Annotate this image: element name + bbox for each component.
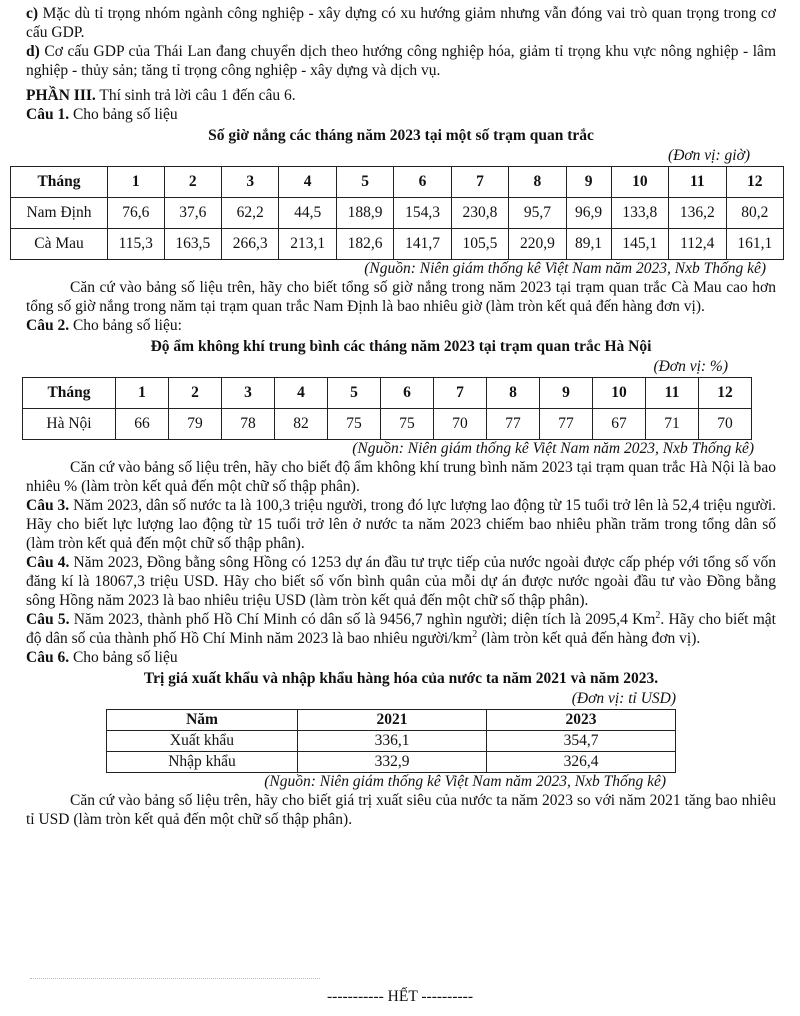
q6-table-title: Trị giá xuất khẩu và nhập khẩu hàng hóa của nước ta năm 2021 và năm 2023. <box>143 670 659 687</box>
q6-header-year-label: Năm <box>107 710 298 731</box>
q2-month: 1 <box>116 378 169 409</box>
q2-intro <box>26 316 776 335</box>
cell: 76,6 <box>108 198 165 229</box>
cell: 67 <box>593 409 646 440</box>
cell: 115,3 <box>108 229 165 260</box>
q1-label: Câu 1. <box>26 106 70 123</box>
q1-header-row <box>11 167 784 198</box>
q2-source: (Nguồn: Niên giám thống kê Việt Nam năm 2023, Nxb Thống kê) <box>352 440 754 457</box>
cell: 44,5 <box>279 198 336 229</box>
q2-header-label: Tháng <box>23 378 116 409</box>
cell: 145,1 <box>611 229 668 260</box>
q1-month: 1 <box>108 167 165 198</box>
cell: 163,5 <box>164 229 221 260</box>
cell: 82 <box>275 409 328 440</box>
cell: 96,9 <box>566 198 611 229</box>
q6-intro-text: Cho bảng số liệu <box>72 649 178 666</box>
cell: 188,9 <box>336 198 393 229</box>
q2-month: 8 <box>487 378 540 409</box>
q2-month: 10 <box>593 378 646 409</box>
item-d-label: d) <box>26 43 40 60</box>
cell: 133,8 <box>611 198 668 229</box>
q1-month: 6 <box>394 167 451 198</box>
cell: 77 <box>540 409 593 440</box>
row-label: Nam Định <box>11 198 108 229</box>
q6-header-2021: 2021 <box>298 710 487 731</box>
q1-header-label: Tháng <box>11 167 108 198</box>
cell: 182,6 <box>336 229 393 260</box>
table-row <box>107 731 676 752</box>
q4-text: Năm 2023, Đồng bằng sông Hồng có 1253 dự án đầu tư trực tiếp của nước ngoài được cấp phép với tổng số vốn đăng kí là 18067,3 triệu USD. Hãy cho biết số vốn bình quân của mỗi dự án được nước ngoài đầu tư vào Đồng bằng sông Hồng năm 2023 là bao nhiêu triệu USD (làm tròn kết quả đến một chữ số thập phân). <box>26 554 776 609</box>
q1-intro-text: Cho bảng số liệu <box>72 106 178 123</box>
q3-text: Năm 2023, dân số nước ta là 100,3 triệu người, trong đó lực lượng lao động từ 15 tuổi trở lên là 52,4 triệu người. Hãy cho biết lực lượng lao động từ 15 tuổi trở lên ở nước ta năm 2023 chiếm bao nhiêu phần trăm trong tổng dân số (làm tròn kết quả đến một chữ số thập phân). <box>26 497 777 552</box>
q5 <box>26 610 776 648</box>
q4-label: Câu 4. <box>26 554 70 571</box>
q4 <box>26 553 776 610</box>
q2-month: 4 <box>275 378 328 409</box>
q1-table <box>10 166 784 260</box>
cell: 37,6 <box>164 198 221 229</box>
table-row <box>11 198 784 229</box>
cell: 326,4 <box>487 752 676 773</box>
exam-page <box>26 4 776 829</box>
q2-month: 12 <box>699 378 752 409</box>
end-marker: ----------- HẾT ---------- <box>327 988 473 1005</box>
q2-month: 3 <box>222 378 275 409</box>
cell: 136,2 <box>669 198 726 229</box>
cell: 75 <box>381 409 434 440</box>
q6-question: Căn cứ vào bảng số liệu trên, hãy cho biết giá trị xuất siêu của nước ta năm 2023 so với năm 2021 tăng bao nhiêu tỉ USD (làm tròn kết quả đến một chữ số thập phân). <box>26 792 776 828</box>
q1-source: (Nguồn: Niên giám thống kê Việt Nam năm 2023, Nxb Thống kê) <box>364 260 766 277</box>
item-c <box>26 4 776 42</box>
cell: 62,2 <box>221 198 278 229</box>
item-c-label: c) <box>26 5 39 22</box>
q5-text-b: . Hãy cho biết mật độ dân số của thành phố Hồ Chí Minh năm 2023 là bao nhiêu người/km <box>26 611 776 647</box>
q1-month: 5 <box>336 167 393 198</box>
cell: 354,7 <box>487 731 676 752</box>
q2-month: 7 <box>434 378 487 409</box>
part3-heading <box>26 86 776 105</box>
cell: 105,5 <box>451 229 508 260</box>
divider <box>30 978 320 979</box>
cell: 266,3 <box>221 229 278 260</box>
cell: 70 <box>699 409 752 440</box>
cell: 220,9 <box>509 229 566 260</box>
q1-month: 12 <box>726 167 784 198</box>
cell: 77 <box>487 409 540 440</box>
cell: 66 <box>116 409 169 440</box>
q2-month: 11 <box>646 378 699 409</box>
row-label: Nhập khẩu <box>107 752 298 773</box>
q2-month: 6 <box>381 378 434 409</box>
row-label: Hà Nội <box>23 409 116 440</box>
item-d <box>26 42 776 80</box>
q5-sup-a: 2 <box>655 609 661 621</box>
q5-text-a: Năm 2023, thành phố Hồ Chí Minh có dân số là 9456,7 nghìn người; diện tích là 2095,4 Km <box>73 611 656 628</box>
cell: 79 <box>169 409 222 440</box>
q1-month: 7 <box>451 167 508 198</box>
q1-month: 2 <box>164 167 221 198</box>
q5-text-c: (làm tròn kết quả đến hàng đơn vị). <box>477 630 701 647</box>
q1-month: 4 <box>279 167 336 198</box>
q1-month: 8 <box>509 167 566 198</box>
q1-month: 9 <box>566 167 611 198</box>
q1-month: 10 <box>611 167 668 198</box>
q2-question: Căn cứ vào bảng số liệu trên, hãy cho biết độ ẩm không khí trung bình năm 2023 tại trạm quan trắc Hà Nội là bao nhiêu % (làm tròn kết quả đến một chữ số thập phân). <box>26 459 776 495</box>
item-c-text: Mặc dù tỉ trọng nhóm ngành công nghiệp - xây dựng có xu hướng giảm nhưng vẫn đóng vai trò quan trọng trong cơ cấu GDP. <box>26 5 776 41</box>
cell: 332,9 <box>298 752 487 773</box>
q2-month: 5 <box>328 378 381 409</box>
q1-month: 3 <box>221 167 278 198</box>
cell: 80,2 <box>726 198 784 229</box>
part3-text: Thí sinh trả lời câu 1 đến câu 6. <box>99 87 296 104</box>
q1-table-title: Số giờ nắng các tháng năm 2023 tại một số trạm quan trắc <box>208 127 594 144</box>
cell: 89,1 <box>566 229 611 260</box>
q2-unit: (Đơn vị: %) <box>653 358 728 375</box>
q1-question: Căn cứ vào bảng số liệu trên, hãy cho biết tổng số giờ nắng trong năm 2023 tại trạm quan trắc Cà Mau cao hơn tổng số giờ nắng trong năm tại trạm quan trắc Nam Định là bao nhiêu giờ (làm tròn kết quả đến hàng đơn vị). <box>26 279 776 315</box>
q5-label: Câu 5. <box>26 611 70 628</box>
q6-header-2023: 2023 <box>487 710 676 731</box>
cell: 230,8 <box>451 198 508 229</box>
q2-header-row <box>23 378 752 409</box>
cell: 154,3 <box>394 198 451 229</box>
q1-unit: (Đơn vị: giờ) <box>668 147 750 164</box>
q6-label: Câu 6. <box>26 649 70 666</box>
q2-intro-text: Cho bảng số liệu: <box>72 317 182 334</box>
q3 <box>26 496 776 553</box>
cell: 112,4 <box>669 229 726 260</box>
q2-table-title: Độ ẩm không khí trung bình các tháng năm 2023 tại trạm quan trắc Hà Nội <box>150 338 652 355</box>
q6-source: (Nguồn: Niên giám thống kê Việt Nam năm 2023, Nxb Thống kê) <box>264 773 666 790</box>
cell: 95,7 <box>509 198 566 229</box>
q5-sup-b: 2 <box>472 628 478 640</box>
cell: 141,7 <box>394 229 451 260</box>
cell: 70 <box>434 409 487 440</box>
q2-table <box>22 377 752 440</box>
q1-month: 11 <box>669 167 726 198</box>
cell: 71 <box>646 409 699 440</box>
row-label: Cà Mau <box>11 229 108 260</box>
q2-label: Câu 2. <box>26 317 70 334</box>
q6-table <box>106 709 676 773</box>
q6-intro <box>26 648 776 667</box>
cell: 213,1 <box>279 229 336 260</box>
part3-label: PHẦN III. <box>26 87 96 104</box>
cell: 161,1 <box>726 229 784 260</box>
cell: 78 <box>222 409 275 440</box>
q3-label: Câu 3. <box>26 497 70 514</box>
table-row <box>23 409 752 440</box>
q6-header-row <box>107 710 676 731</box>
table-row <box>11 229 784 260</box>
q1-intro <box>26 105 776 124</box>
q6-unit: (Đơn vị: tỉ USD) <box>571 690 676 707</box>
q2-month: 9 <box>540 378 593 409</box>
q2-month: 2 <box>169 378 222 409</box>
table-row <box>107 752 676 773</box>
cell: 75 <box>328 409 381 440</box>
row-label: Xuất khẩu <box>107 731 298 752</box>
item-d-text: Cơ cấu GDP của Thái Lan đang chuyển dịch theo hướng công nghiệp hóa, giảm tỉ trọng khu vực nông nghiệp - lâm nghiệp - thủy sản; tăng tỉ trọng công nghiệp - xây dựng và dịch vụ. <box>26 43 776 79</box>
cell: 336,1 <box>298 731 487 752</box>
